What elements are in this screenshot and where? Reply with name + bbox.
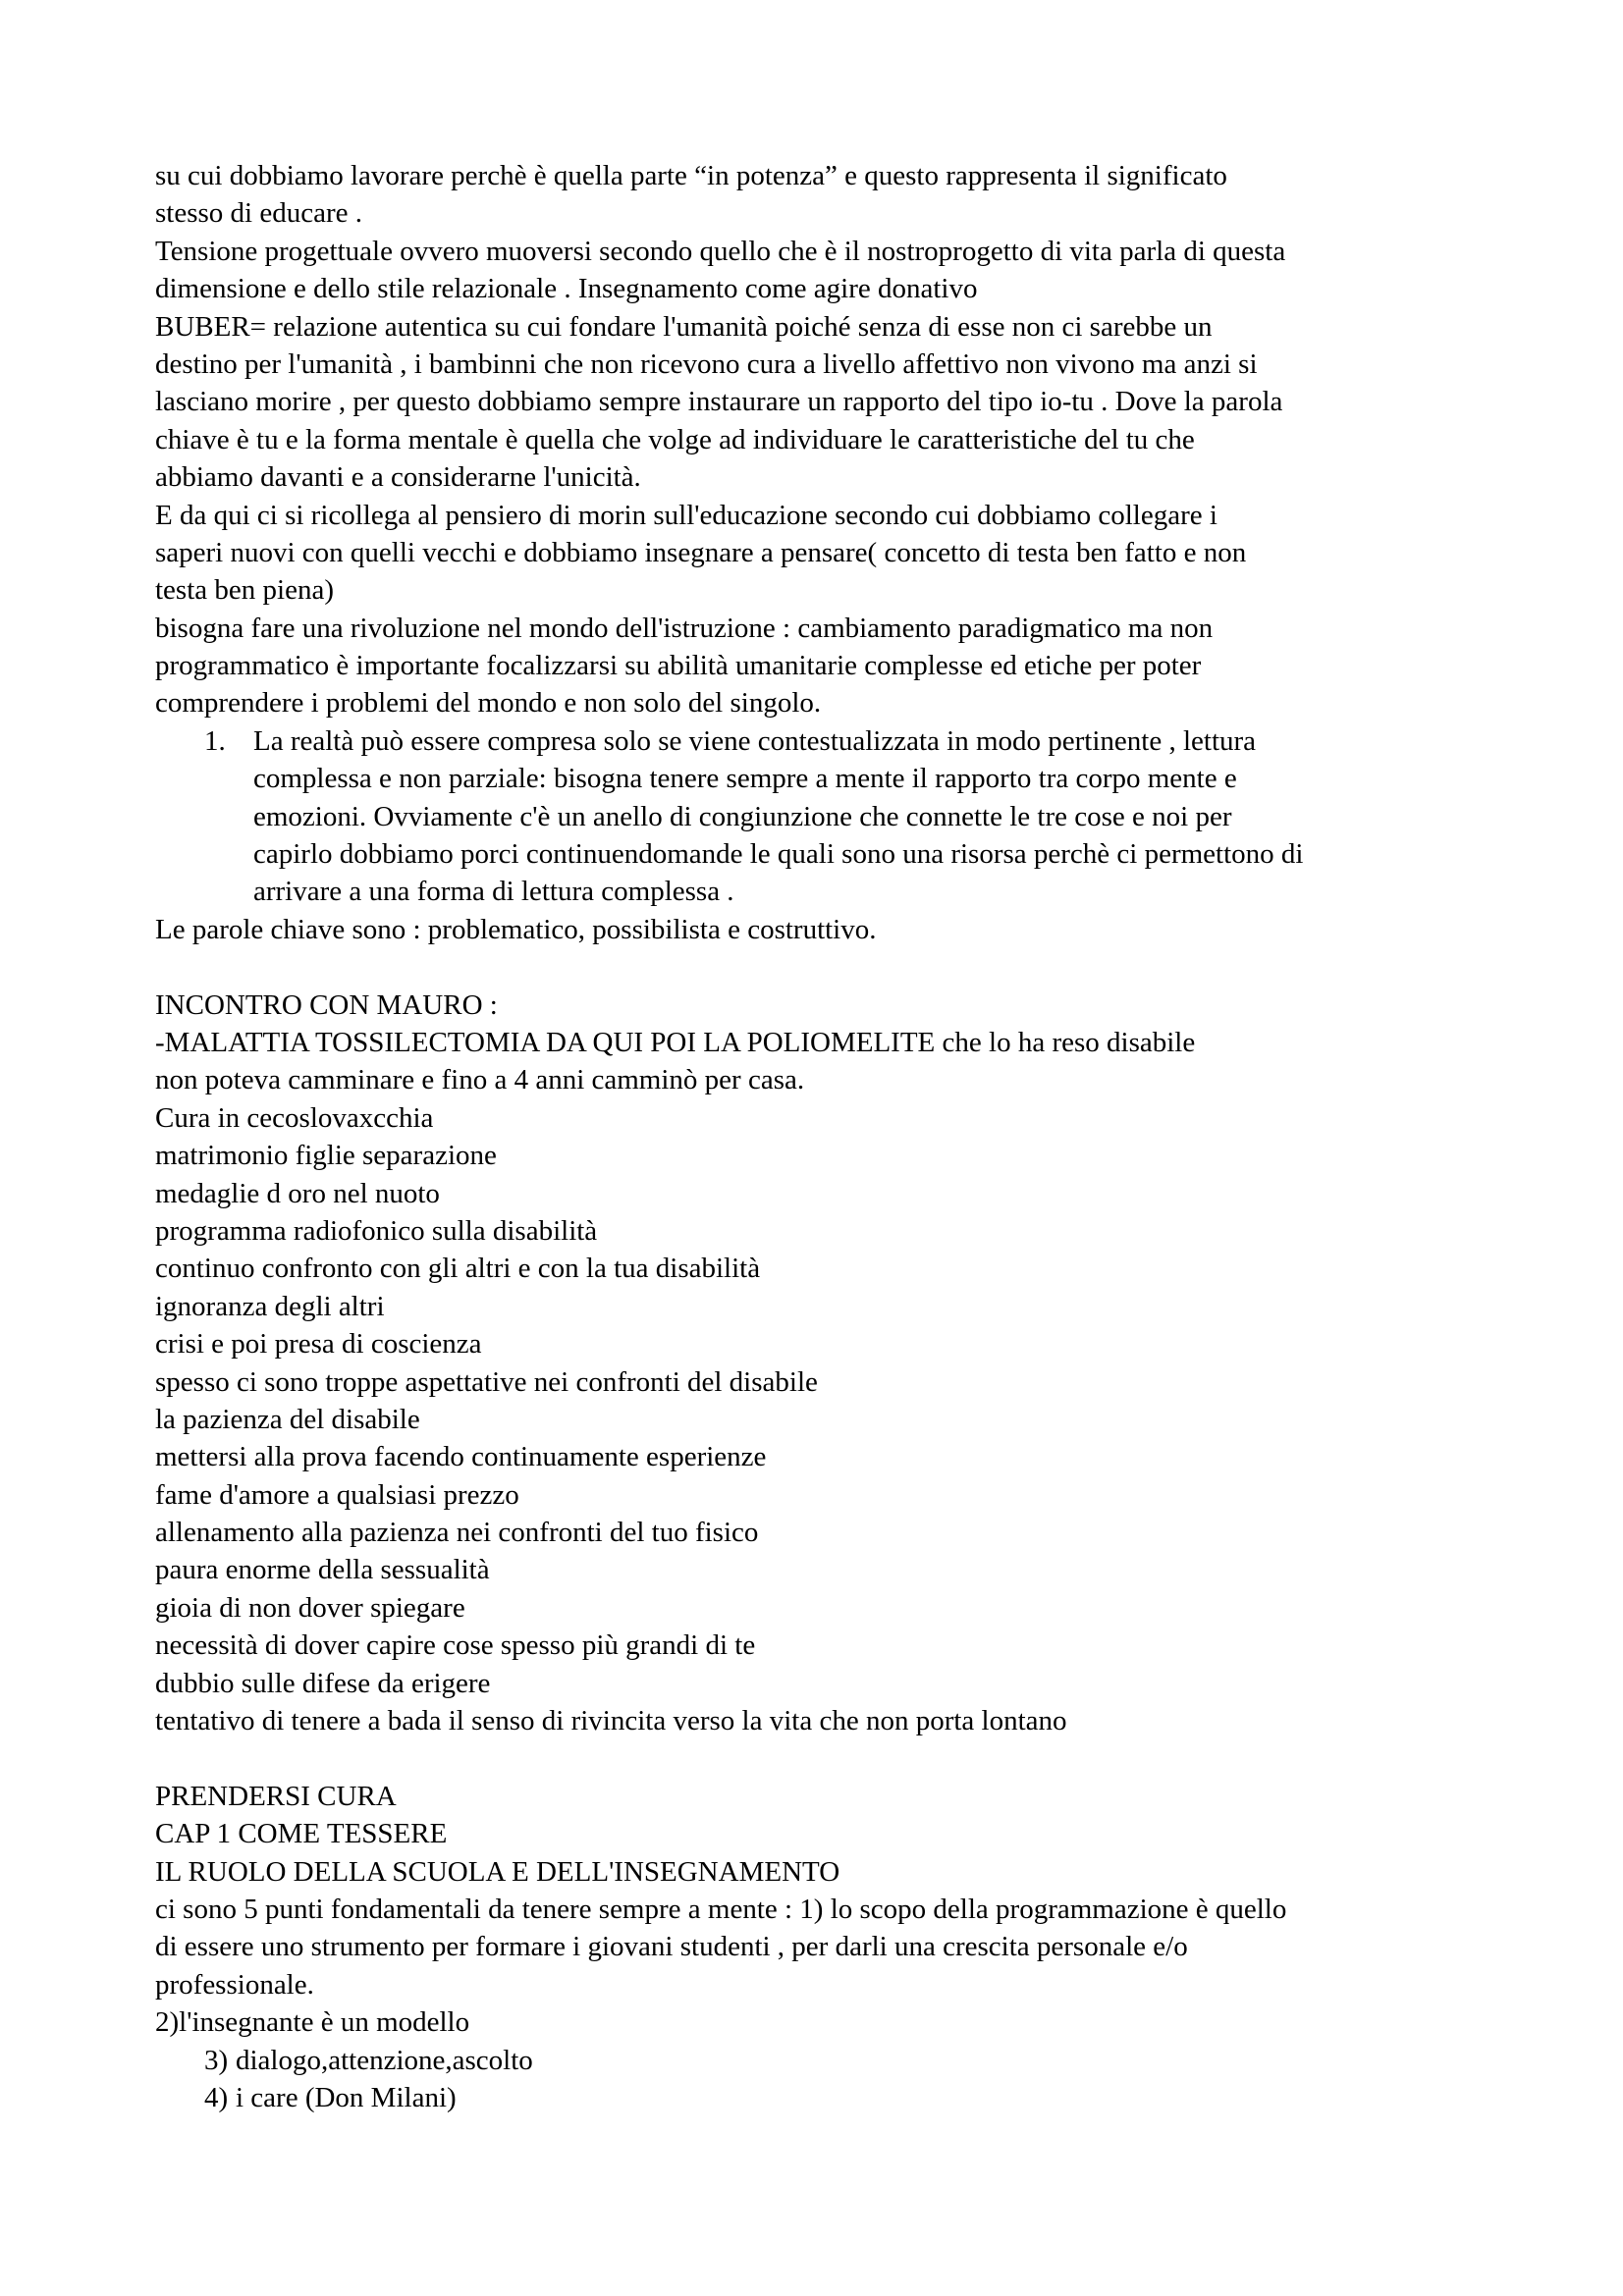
section-heading: INCONTRO CON MAURO : [155,988,498,1021]
text-line: comprendere i problemi del mondo e non solo del singolo. [155,687,822,720]
text-line: bisogna fare una rivoluzione nel mondo dell'istruzione : cambiamento paradigmatico ma non [155,612,1214,644]
subsection-heading: IL RUOLO DELLA SCUOLA E DELL'INSEGNAMENTO [155,1855,840,1888]
text-line: continuo confronto con gli altri e con la tua disabilità [155,1253,761,1285]
text-line: ci sono 5 punti fondamentali da tenere sempre a mente : 1) lo scopo della programmazione è quello [155,1893,1287,1925]
text-line: -MALATTIA TOSSILECTOMIA DA QUI POI LA POLIOMELITE che lo ha reso disabile [155,1026,1196,1058]
text-line: complessa e non parziale: bisogna tenere sempre a mente il rapporto tra corpo mente e [253,763,1237,795]
chapter-heading: CAP 1 COME TESSERE [155,1818,448,1850]
document-body [155,157,1490,2116]
text-line: E da qui ci si ricollega al pensiero di morin sull'educazione secondo cui dobbiamo collegare i [155,499,1217,531]
text-line: ignoranza degli altri [155,1290,385,1322]
text-line: saperi nuovi con quelli vecchi e dobbiamo insegnare a pensare( concetto di testa ben fatto e non [155,536,1247,568]
text-line: spesso ci sono troppe aspettative nei confronti del disabile [155,1365,818,1398]
blank-line [155,1739,1490,1777]
text-line: chiave è tu e la forma mentale è quella che volge ad individuare le caratteristiche del tu che [155,423,1195,455]
text-line: arrivare a una forma di lettura complessa . [253,876,734,908]
list-item [204,2042,1490,2079]
blank-line [155,948,1490,986]
keywords-line: Le parole chiave sono : problematico, possibilista e costruttivo. [155,913,877,945]
text-line: su cui dobbiamo lavorare perchè è quella parte “in potenza” e questo rappresenta il significato [155,160,1227,191]
text-line: dimensione e dello stile relazionale . Insegnamento come agire donativo [155,273,978,305]
text-line: Cura in cecoslovaxcchia [155,1101,434,1134]
text-line: la pazienza del disabile [155,1403,420,1435]
text-line: BUBER= relazione autentica su cui fondare l'umanità poiché senza di esse non ci sarebbe un [155,310,1213,343]
list-number: 4) [204,2081,229,2113]
text-line: stesso di educare . [155,197,362,230]
list-text: i care (Don Milani) [236,2081,457,2113]
text-line: paura enorme della sessualità [155,1554,490,1586]
text-line: non poteva camminare e fino a 4 anni camminò per casa. [155,1064,805,1096]
text-line: destino per l'umanità , i bambinni che non ricevono cura a livello affettivo non vivono ma anzi si [155,347,1258,380]
list-number: 3) [204,2044,229,2076]
text-line: matrimonio figlie separazione [155,1140,497,1172]
text-line: necessità di dover capire cose spesso più grandi di te [155,1629,756,1662]
text-line: testa ben piena) [155,574,334,607]
numbered-item [204,722,1490,911]
list-item [204,2079,1490,2116]
mauro-section [155,987,1490,1740]
text-line: programmatico è importante focalizzarsi su abilità umanitarie complesse ed etiche per poter [155,650,1202,682]
text-line: 2)l'insegnante è un modello [155,2006,470,2039]
text-line: mettersi alla prova facendo continuamente esperienze [155,1441,767,1473]
text-line: fame d'amore a qualsiasi prezzo [155,1478,519,1511]
text-line: dubbio sulle difese da erigere [155,1667,491,1699]
text-line: crisi e poi presa di coscienza [155,1328,482,1361]
care-section [155,1778,1490,2117]
text-line: programma radiofonico sulla disabilità [155,1214,598,1247]
section-heading: PRENDERSI CURA [155,1780,397,1812]
text-line: Tensione progettuale ovvero muoversi secondo quello che è il nostroprogetto di vita parla di questa [155,235,1286,267]
text-line: di essere uno strumento per formare i giovani studenti , per darli una crescita personale e/o [155,1931,1188,1963]
points-list [204,2042,1490,2117]
text-line: abbiamo davanti e a considerarne l'unicità. [155,461,641,494]
list-text: dialogo,attenzione,ascolto [236,2044,533,2076]
text-line: tentativo di tenere a bada il senso di rivincita verso la vita che non porta lontano [155,1705,1067,1737]
text-line: professionale. [155,1968,314,2001]
text-line: allenamento alla pazienza nei confronti del tuo fisico [155,1517,759,1549]
intro-paragraph [155,157,1490,722]
text-line: capirlo dobbiamo porci continuendomande le quali sono una risorsa perchè ci permettono di [253,838,1304,871]
text-line: emozioni. Ovviamente c'è un anello di congiunzione che connette le tre cose e noi per [253,800,1232,832]
text-line: medaglie d oro nel nuoto [155,1177,440,1209]
list-number: 1. [204,724,226,757]
text-line: lasciano morire , per questo dobbiamo sempre instaurare un rapporto del tipo io-tu . Dove la parola [155,386,1283,418]
text-line: gioia di non dover spiegare [155,1591,465,1624]
text-line: La realtà può essere compresa solo se viene contestualizzata in modo pertinente , lettura [253,724,1257,757]
